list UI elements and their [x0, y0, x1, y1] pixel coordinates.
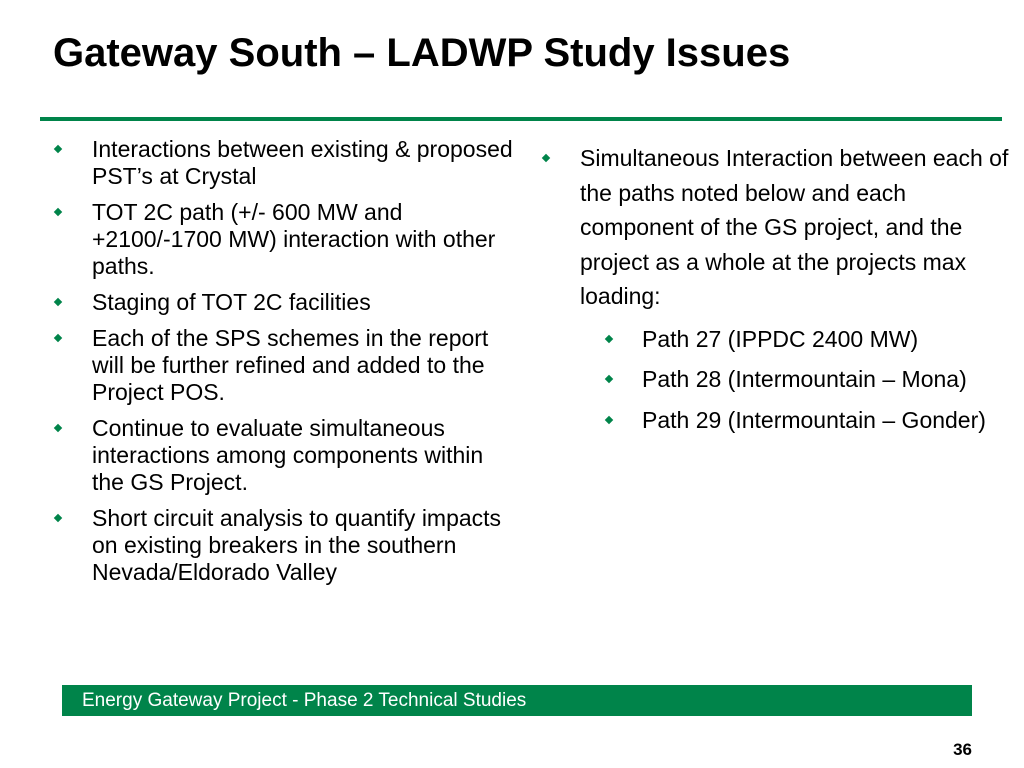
list-item: [53, 415, 513, 496]
slide-title: Gateway South – LADWP Study Issues: [53, 31, 791, 75]
diamond-bullet-icon: [605, 415, 613, 423]
diamond-bullet-icon: [54, 514, 62, 522]
sub-list-container: [540, 322, 1010, 438]
sub-list-item: [540, 322, 1010, 357]
bullet-text: TOT 2C path (+/- 600 MW and +2100/-1700 MW) interaction with other paths.: [92, 199, 496, 279]
left-bullet-list: [53, 136, 513, 595]
title-divider: [40, 117, 1002, 121]
list-item: [53, 325, 513, 406]
diamond-bullet-icon: [54, 145, 62, 153]
list-item: [53, 289, 513, 316]
bullet-text: Continue to evaluate simultaneous interactions among components within the GS Project.: [92, 415, 484, 495]
bullet-text: Simultaneous Interaction between each of the paths noted below and each component of the GS project, and the project as a whole at the projects max loading:: [580, 145, 1009, 309]
sub-list-item: [540, 362, 1010, 397]
list-item: [53, 199, 513, 280]
diamond-bullet-icon: [605, 334, 613, 342]
sub-list-item: [540, 403, 1010, 438]
diamond-bullet-icon: [54, 298, 62, 306]
diamond-bullet-icon: [542, 154, 550, 162]
list-item: [53, 505, 513, 586]
list-item: [53, 136, 513, 190]
footer-bar: [62, 685, 972, 716]
right-bullet-list: [540, 141, 1010, 443]
sub-bullet-text: Path 27 (IPPDC 2400 MW): [642, 325, 919, 352]
list-item: [540, 141, 1010, 314]
sub-bullet-list: [540, 322, 1010, 438]
diamond-bullet-icon: [605, 375, 613, 383]
diamond-bullet-icon: [54, 424, 62, 432]
diamond-bullet-icon: [54, 334, 62, 342]
sub-bullet-text: Path 28 (Intermountain – Mona): [642, 366, 967, 392]
diamond-bullet-icon: [54, 208, 62, 216]
page-number: 36: [953, 740, 972, 759]
bullet-text: Staging of TOT 2C facilities: [92, 289, 371, 315]
sub-bullet-text: Path 29 (Intermountain – Gonder): [642, 406, 986, 433]
footer-text: Energy Gateway Project - Phase 2 Technical Studies: [82, 690, 527, 711]
bullet-text: Each of the SPS schemes in the report will be further refined and added to the Project POS.: [92, 325, 489, 405]
bullet-text: Interactions between existing & proposed PST’s at Crystal: [92, 136, 513, 189]
bullet-text: Short circuit analysis to quantify impacts on existing breakers in the southern Nevada/Eldorado Valley: [92, 505, 502, 585]
